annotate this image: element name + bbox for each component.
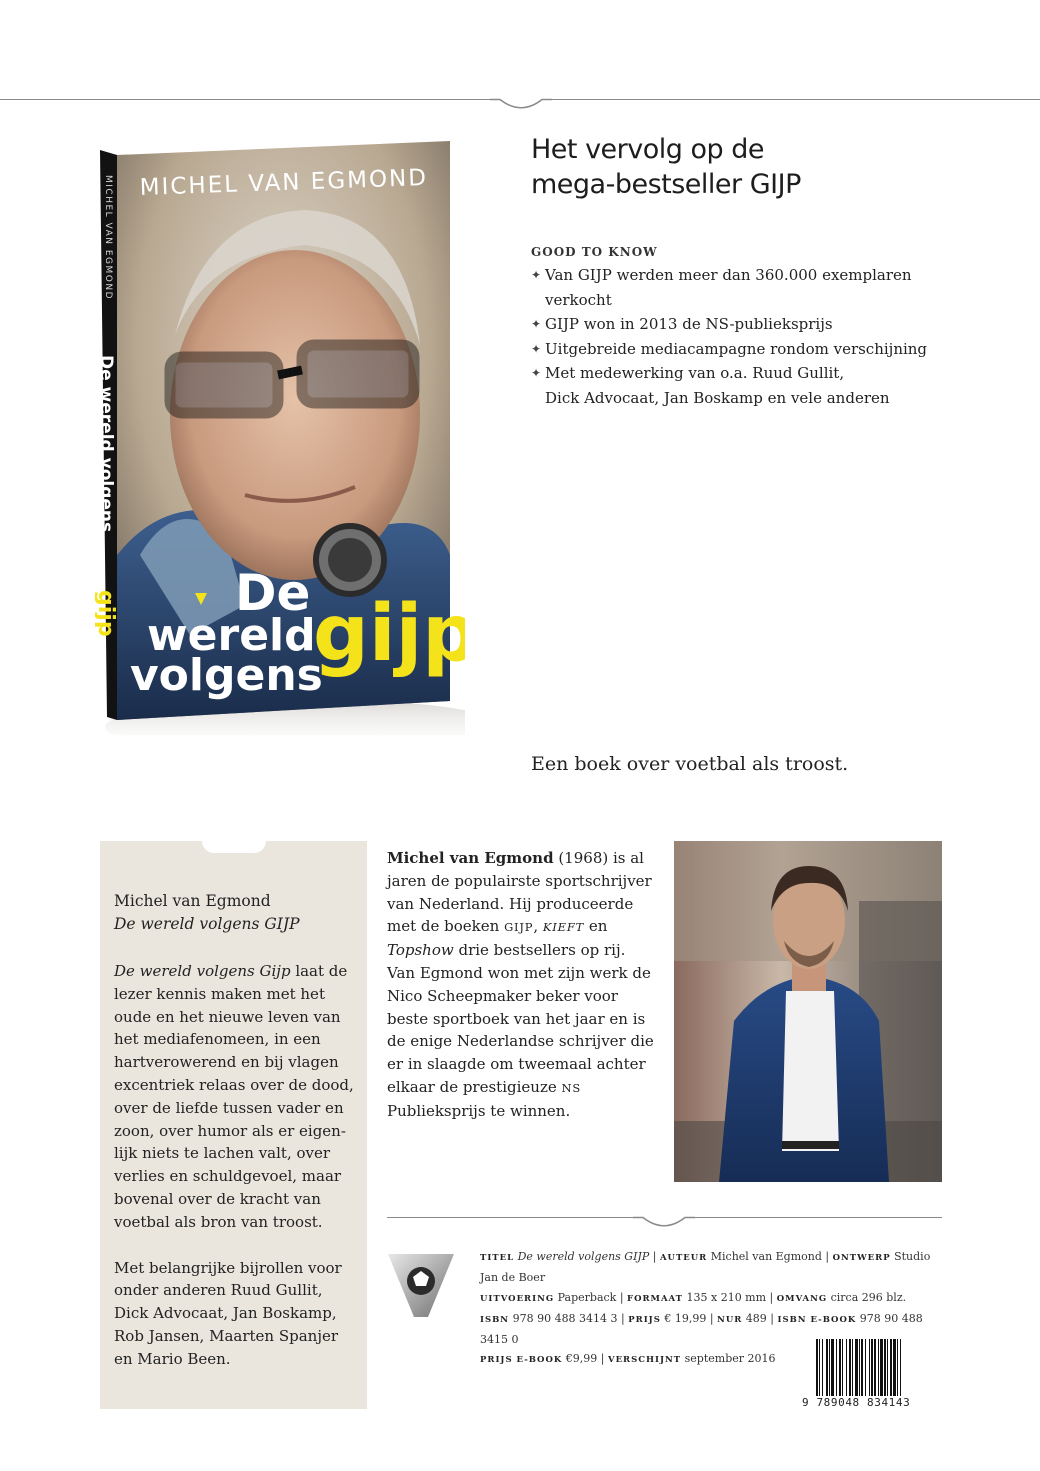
barcode-bar xyxy=(855,1339,858,1401)
barcode-bar xyxy=(887,1339,888,1401)
cover-title-gijp: gijp xyxy=(313,589,465,679)
tagline: Een boek over voetbal als troost. xyxy=(531,753,849,775)
barcode-bar xyxy=(816,1339,818,1401)
barcode-bar xyxy=(819,1339,820,1401)
summary-paragraph-1: De wereld volgens Gijp laat de lezer kennis maken met het oude en het nieuwe leven van het mediafenomeen, in een hartverowerend en bij vlagen excentriek relaas over de dood, over de liefde tussen vader en zoon, over humor als er eigenlijk niets te lachen valt, over verlies en schuldgevoel, maar bovenal over de kracht van voetbal als bron van troost. xyxy=(114,962,354,1231)
summary-body xyxy=(114,960,359,1394)
barcode-bar xyxy=(880,1339,883,1401)
author-photo xyxy=(674,841,942,1182)
spine-author: MICHEL VAN EGMOND xyxy=(103,175,113,301)
barcode-bar xyxy=(849,1339,851,1401)
summary-title xyxy=(114,890,359,936)
barcode-bar xyxy=(871,1339,873,1401)
barcode-bar xyxy=(890,1339,892,1401)
author-bio: Michel van Egmond (1968) is al jaren de populairste sportschrijver van Nederland. Hij produceerde met de boeken GIJP, KIEFT en Topshow drie bestsellers op rij. Van Egmond won met zijn werk de Nico Scheepmaker beker voor beste sportboek van het jaar en is de enige Nederlandse schrijver die er in slaagde om tweemaal achter elkaar de prestigieuze NS Publieksprijs te winnen. xyxy=(387,849,654,1120)
star-bullet-icon: ✦ xyxy=(531,317,542,331)
list-item: ✦ Uitgebreide mediacampagne rondom verschijning xyxy=(531,337,971,362)
barcode-bar xyxy=(869,1339,870,1401)
top-divider-notch xyxy=(490,92,552,110)
meta-line-3: ISBN 978 90 488 3414 3 | PRIJS € 19,99 | NUR 489 | ISBN E-BOOK 978 90 488 3415 0 xyxy=(480,1311,923,1347)
publisher-logo-icon xyxy=(386,1249,456,1319)
cover-author: MICHEL VAN EGMOND xyxy=(139,164,429,201)
list-item: ✦ Van GIJP werden meer dan 360.000 exemplaren verkocht xyxy=(531,263,971,312)
barcode-bar xyxy=(900,1339,901,1401)
barcode-bar xyxy=(897,1339,898,1401)
good-to-know-heading: GOOD TO KNOW xyxy=(531,245,658,259)
barcode-number: 9 789048 834143 xyxy=(802,1396,942,1409)
bio-name: Michel van Egmond xyxy=(387,849,554,867)
barcode-bar xyxy=(826,1339,828,1401)
headline xyxy=(531,132,951,202)
barcode-bar xyxy=(859,1339,860,1401)
headline-line-2: mega-bestseller GIJP xyxy=(531,169,801,200)
barcode-bar xyxy=(884,1339,886,1401)
barcode-bar xyxy=(842,1339,843,1401)
meta-line-2: UITVOERING Paperback | FORMAAT 135 x 210 mm | OMVANG circa 296 blz. xyxy=(480,1290,907,1304)
cover-title-de: De xyxy=(235,564,311,622)
panel-notch xyxy=(202,841,266,853)
barcode-bar xyxy=(861,1339,863,1401)
barcode-bar xyxy=(836,1339,837,1401)
barcode-bar xyxy=(831,1339,834,1401)
barcode-bar xyxy=(893,1339,896,1401)
star-bullet-icon: ✦ xyxy=(531,341,542,356)
spine-title: De wereld volgens xyxy=(96,355,116,533)
spine-title-accent: gijp xyxy=(95,590,118,637)
bottom-divider-notch xyxy=(633,1210,695,1228)
barcode-bar xyxy=(829,1339,830,1401)
cover-title-wereld: wereld xyxy=(147,610,316,661)
barcode-bar xyxy=(852,1339,853,1401)
summary-author: Michel van Egmond xyxy=(114,892,271,910)
book-cover xyxy=(95,135,465,735)
meta-line-1: TITEL De wereld volgens GIJP | AUTEUR Michel van Egmond | ONTWERP Studio Jan de Boer xyxy=(480,1250,931,1285)
barcode-bar xyxy=(874,1339,876,1401)
good-to-know-section xyxy=(531,245,971,410)
good-to-know-list xyxy=(531,263,971,410)
list-item: ✦ Met medewerking van o.a. Ruud Gullit, Dick Advocaat, Jan Boskamp en vele anderen xyxy=(531,361,971,410)
list-item: ✦ GIJP won in 2013 de NS-publieksprijs xyxy=(531,312,971,337)
barcode-bar xyxy=(878,1339,879,1401)
star-bullet-icon: ✦ xyxy=(531,268,542,282)
star-bullet-icon: ✦ xyxy=(531,366,542,380)
meta-line-4: PRIJS E-BOOK €9,99 | VERSCHIJNT september 2016 xyxy=(480,1352,776,1366)
barcode-bar xyxy=(839,1339,841,1401)
barcode-bar xyxy=(865,1339,866,1401)
summary-book-title: De wereld volgens GIJP xyxy=(114,915,300,933)
summary-paragraph-2: Met belangrijke bijrollen voor onder anderen Ruud Gullit, Dick Advocaat, Jan Boskamp, Rob Jansen, Maarten Spanjer en Mario Been. xyxy=(114,1258,342,1368)
headline-line-1: Het vervolg op de xyxy=(531,134,764,165)
cover-title-volgens: volgens xyxy=(130,650,323,701)
barcode-bar xyxy=(846,1339,847,1401)
barcode-bar xyxy=(822,1339,823,1401)
